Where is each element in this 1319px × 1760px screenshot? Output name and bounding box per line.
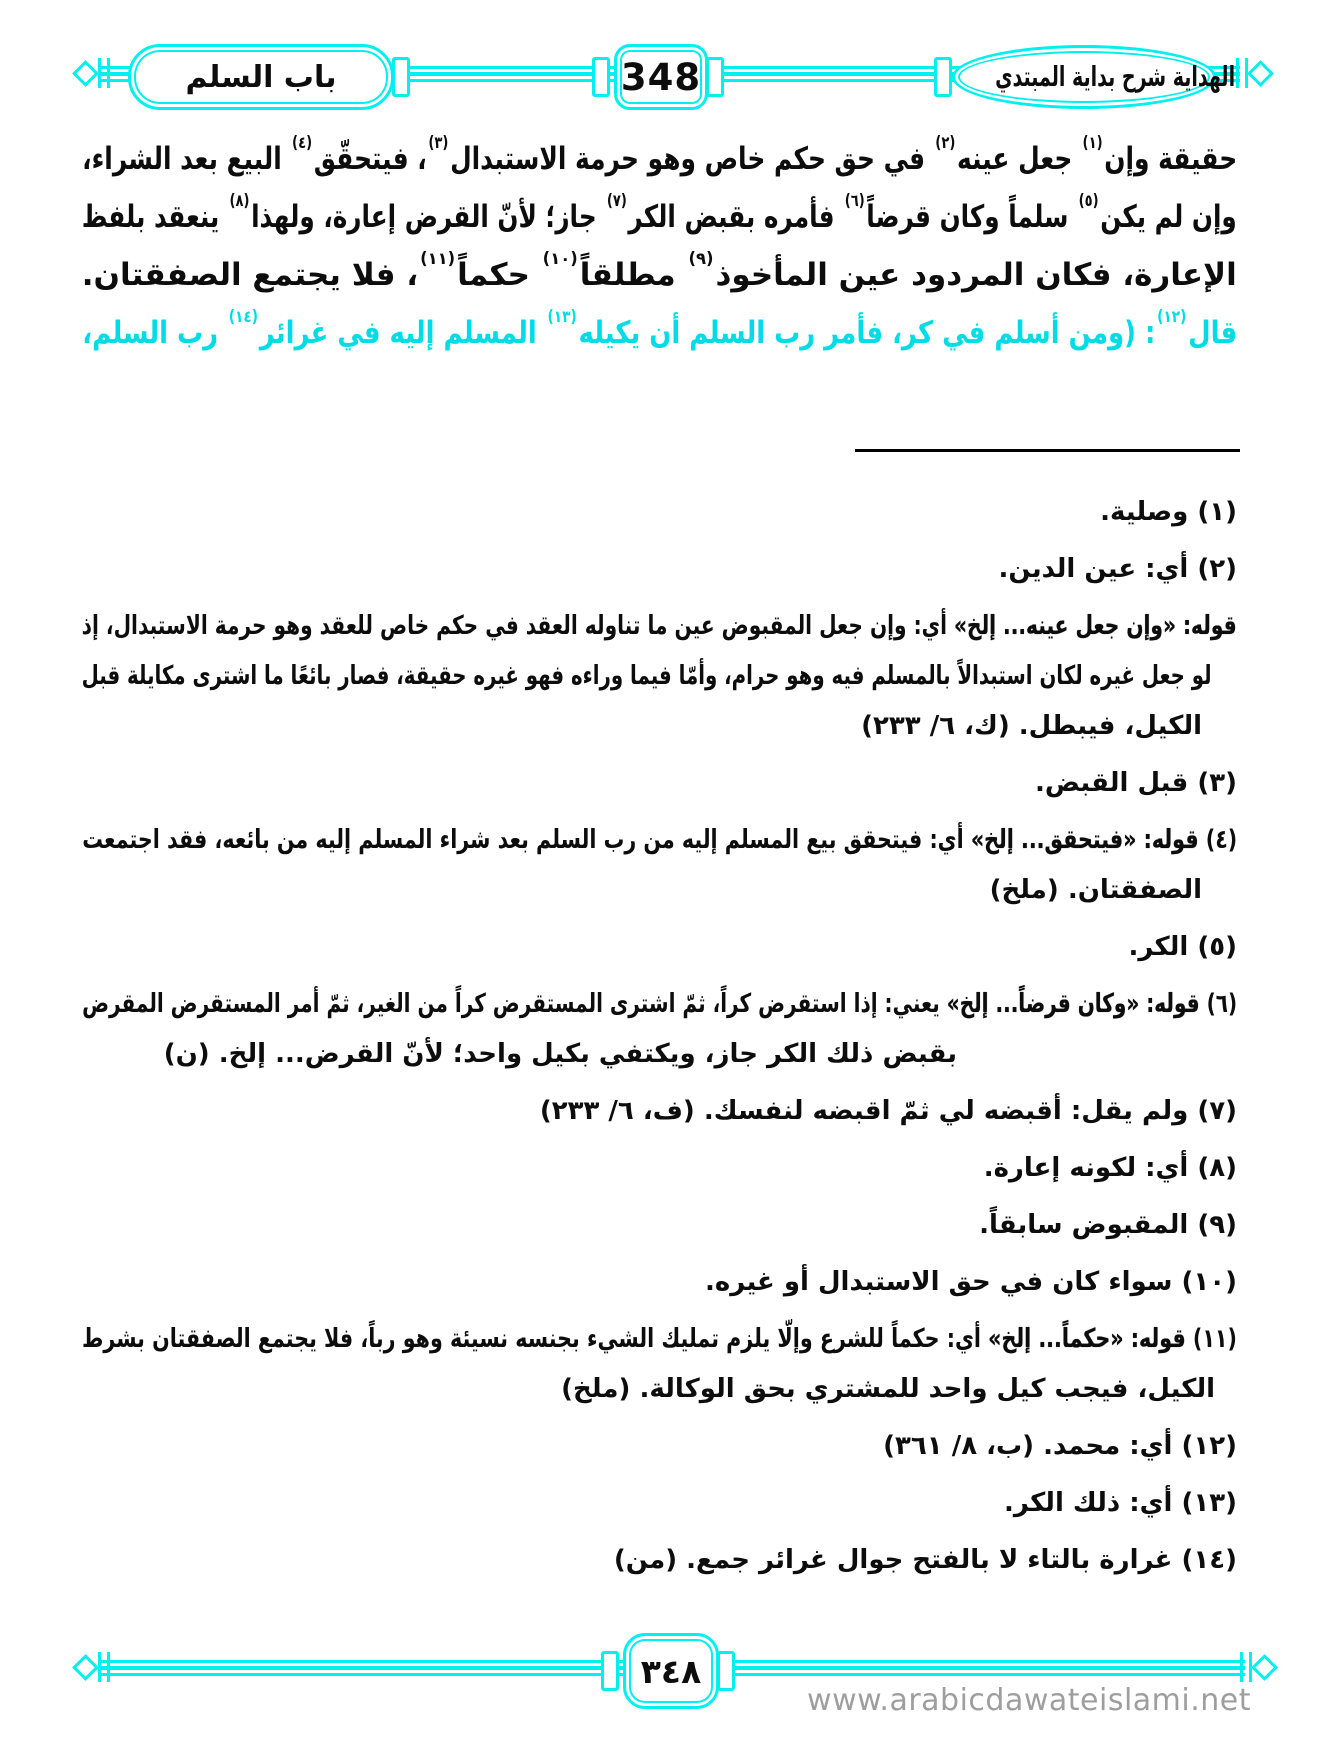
footnote (82, 1200, 1237, 1250)
text-segment: قال (1187, 315, 1237, 351)
text-segment: (٣) قبل القبض. (1035, 768, 1237, 798)
text-segment: أي: فيتحقق بيع المسلم إليه من رب السلم بعد شراء المسلم إليه من بائعه، فقد اجتمعت (82, 825, 971, 855)
footnote (82, 1421, 1237, 1471)
text-segment: الكيل، فيجب كيل واحد للمشتري بحق الوكالة. (ملخ) (561, 1374, 1215, 1404)
header-right-finial-icon (1236, 58, 1270, 88)
footnote (82, 1086, 1237, 1136)
footer-left-finial-icon (76, 1652, 110, 1682)
bar-ornament-icon (98, 58, 110, 88)
footnote (82, 979, 1237, 1079)
footnote-line (82, 865, 1237, 915)
body-line (82, 188, 1237, 246)
footnote-line (82, 1364, 1237, 1414)
footer-right-finial-icon (1240, 1652, 1274, 1682)
page-number: 348 (620, 55, 702, 99)
watermark: www.arabicdawateislami.net (807, 1683, 1251, 1718)
text-segment: حقيقة وإن (1104, 141, 1237, 177)
text-segment: (٩) المقبوض سابقاً. (979, 1210, 1237, 1240)
lemma: قوله: «وكان قرضاً... إلخ» (946, 989, 1200, 1019)
footnote-line (82, 1200, 1237, 1250)
footnote-line (82, 544, 1237, 594)
footnote-ref: (٤) (291, 132, 313, 152)
footnote-line (82, 922, 1237, 972)
footnote-ref: (٨) (229, 190, 250, 210)
footnote-separator (855, 449, 1240, 452)
text-segment: فأمره بقبض الكر (628, 199, 844, 235)
junction-ornament-icon (392, 57, 410, 97)
footnote-ref: (٧) (607, 190, 628, 210)
text-segment: الصفقتان. (ملخ) (989, 875, 1202, 905)
matn-line (82, 304, 1237, 362)
text-segment: (٥) الكر. (1128, 932, 1237, 962)
junction-ornament-icon (592, 57, 610, 97)
body-line (82, 130, 1237, 188)
footnote-ref: (٦) (844, 190, 865, 210)
footnote (82, 544, 1237, 594)
footnote-line (82, 1314, 1237, 1364)
diamond-ornament-icon (72, 1654, 99, 1681)
body-text (82, 130, 1237, 362)
text-segment: جاز؛ لأنّ القرض إعارة، ولهذا (251, 199, 606, 235)
footnote-line (82, 979, 1237, 1029)
book-title: الهداية شرح بداية المبتدي (995, 60, 1236, 94)
footnote (82, 922, 1237, 972)
footnote-line (82, 487, 1237, 537)
footnote (82, 1314, 1237, 1414)
header-left-finial-icon (76, 58, 110, 88)
footnote-ref: (١٢) (1156, 306, 1187, 326)
text-segment: في حق حكم خاص وهو حرمة الاستبدال (449, 141, 934, 177)
lemma: قوله: «فيتحقق... إلخ» (970, 825, 1199, 855)
bar-ornament-icon (98, 1652, 110, 1682)
footnote-line (82, 815, 1237, 865)
footer-page-number-badge (623, 1633, 719, 1709)
diamond-ornament-icon (1247, 60, 1274, 87)
footnote-line (82, 1478, 1237, 1528)
text-segment: سلماً وكان قرضاً (866, 199, 1078, 235)
page-number-badge (614, 44, 708, 110)
text-segment: يعني: إذا استقرض كراً، ثمّ اشترى المستقرض كراً من الغير، ثمّ أمر المستقرض المقرض (82, 989, 947, 1019)
footnote-line (82, 758, 1237, 808)
text-segment: (٧) ولم يقل: أقبضه لي ثمّ اقبضه لنفسك. (ف، ٦/ ٢٣٣) (539, 1096, 1237, 1126)
text-segment: الكيل، فيبطل. (ك، ٦/ ٢٣٣) (861, 711, 1202, 741)
body-line (82, 246, 1237, 304)
text-segment: لو جعل غيره لكان استبدالاً بالمسلم فيه وهو حرام، وأمّا فيما وراءه فهو غيره حقيقة، فصار بائعًا ما اشترى مكايلة قبل (82, 661, 1212, 691)
footnote-ref: (٢) (935, 132, 956, 152)
footnote-ref: (١٣) (547, 306, 577, 326)
footnote-line (82, 1086, 1237, 1136)
text-segment: أي: وإن جعل المقبوض عين ما تناوله العقد في حكم خاص للعقد وهو حرمة الاستبدال، إذ (82, 611, 955, 641)
text-segment: جعل عينه (956, 141, 1081, 177)
text-segment: المسلم إليه في غرائر (259, 315, 546, 351)
lemma: قوله: «حكماً... إلخ» (988, 1324, 1186, 1354)
text-segment: مطلقاً (579, 257, 687, 293)
footnote (82, 1535, 1237, 1585)
footnote-line (82, 1029, 1237, 1079)
text-segment: (٨) أي: لكونه إعارة. (983, 1153, 1237, 1183)
footer-page-number: ٣٤٨ (640, 1651, 702, 1691)
junction-ornament-icon (601, 1651, 619, 1691)
footnote-line (82, 1257, 1237, 1307)
text-segment: الإعارة، فكان المردود عين المأخوذ (715, 257, 1237, 293)
footnote-line (82, 1535, 1237, 1585)
text-segment: (١) وصلية. (1100, 497, 1237, 527)
footnote-line (82, 1421, 1237, 1471)
junction-ornament-icon (934, 57, 952, 97)
footnote-ref: (١٤) (228, 306, 258, 326)
footnote-ref: (١) (1082, 132, 1103, 152)
text-segment: (١٣) أي: ذلك الكر. (1004, 1488, 1237, 1518)
text-segment: وإن لم يكن (1100, 199, 1237, 235)
footnote (82, 758, 1237, 808)
footnotes (82, 487, 1237, 1592)
chapter-title: باب السلم (185, 59, 337, 95)
text-segment: ، فلا يجتمع الصفقتان. (82, 257, 419, 293)
text-segment: البيع بعد الشراء، (82, 141, 291, 177)
footnote (82, 601, 1237, 751)
text-segment: ، فيتحقّق (313, 141, 427, 177)
footnote-line (82, 1143, 1237, 1193)
text-segment: (١٢) أي: محمد. (ب، ٨/ ٣٦١) (883, 1431, 1237, 1461)
footnote-ref: (١١) (420, 248, 456, 268)
text-segment: ينعقد بلفظ (82, 199, 229, 235)
footnote-line (82, 601, 1237, 651)
footnote-line (82, 701, 1237, 751)
book-title-cartouche (952, 45, 1236, 109)
footnote (82, 487, 1237, 537)
footnote (82, 1143, 1237, 1193)
text-segment: (٦) (1199, 989, 1237, 1019)
text-segment: (١٤) غرارة بالتاء لا بالفتح جوال غرائر جمع. (من) (613, 1545, 1237, 1575)
text-segment: (٢) أي: عين الدين. (998, 554, 1237, 584)
text-segment: أي: حكماً للشرع وإلّا يلزم تمليك الشيء بجنسه نسيئة وهو رباً، فلا يجتمع الصفقتان بشرط (82, 1324, 989, 1354)
text-segment: رب السلم، (82, 315, 227, 351)
footnote (82, 1478, 1237, 1528)
text-segment: (٤) (1198, 825, 1237, 855)
lemma: قوله: «وإن جعل عينه... إلخ» (954, 611, 1237, 641)
junction-ornament-icon (717, 1651, 735, 1691)
text-segment: (١٠) سواء كان في حق الاستبدال أو غيره. (705, 1267, 1237, 1297)
diamond-ornament-icon (72, 60, 99, 87)
footnote-ref: (١٠) (542, 248, 578, 268)
footnote-line (82, 651, 1237, 701)
junction-ornament-icon (706, 57, 724, 97)
footnote-ref: (٣) (428, 132, 449, 152)
text-segment: : (ومن أسلم في كر، فأمر رب السلم أن يكيله (578, 315, 1156, 351)
footnote-ref: (٥) (1078, 190, 1099, 210)
text-segment: (١١) (1185, 1324, 1237, 1354)
chapter-pill (128, 44, 394, 110)
diamond-ornament-icon (1251, 1654, 1278, 1681)
text-segment: بقبض ذلك الكر جاز، ويكتفي بكيل واحد؛ لأنّ القرض... إلخ. (ن) (163, 1039, 957, 1069)
footnote (82, 815, 1237, 915)
text-segment: حكماً (457, 257, 541, 293)
footnote-ref: (٩) (688, 248, 714, 268)
footnote (82, 1257, 1237, 1307)
